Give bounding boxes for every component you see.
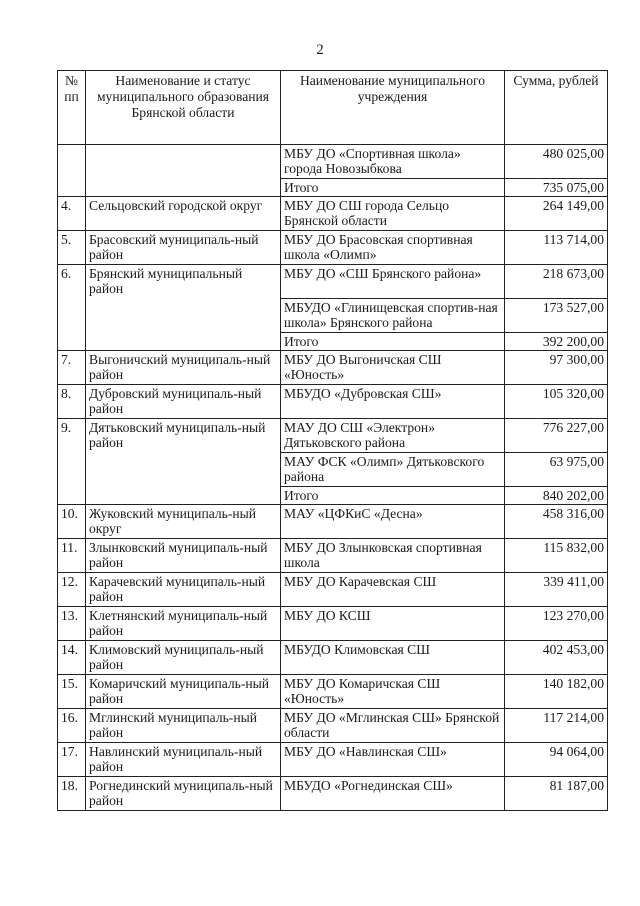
row-sum: 339 411,00 — [505, 573, 608, 607]
row-name: Брасовский муниципаль-ный район — [86, 231, 281, 265]
row-sum: 840 202,00 — [505, 487, 608, 505]
row-sum: 735 075,00 — [505, 179, 608, 197]
table-row — [58, 573, 608, 607]
table-row — [58, 265, 608, 299]
row-institution: МБУ ДО Карачевская СШ — [281, 573, 505, 607]
row-institution: МБУ ДО СШ города Сельцо Брянской области — [281, 197, 505, 231]
row-num — [58, 145, 86, 197]
row-sum: 94 064,00 — [505, 743, 608, 777]
row-num: 6. — [58, 265, 86, 351]
row-num: 7. — [58, 351, 86, 385]
row-institution: МАУ ДО СШ «Электрон» Дятьковского района — [281, 419, 505, 453]
row-num: 13. — [58, 607, 86, 641]
row-institution: МБУДО Климовская СШ — [281, 641, 505, 675]
row-institution: МБУДО «Глинищевская спортив-ная школа» Брянского района — [281, 299, 505, 333]
table-row — [58, 145, 608, 179]
table-row — [58, 709, 608, 743]
row-institution: МБУ ДО Выгоничская СШ «Юность» — [281, 351, 505, 385]
row-sum: 123 270,00 — [505, 607, 608, 641]
row-institution: Итого — [281, 487, 505, 505]
row-sum: 117 214,00 — [505, 709, 608, 743]
row-num: 8. — [58, 385, 86, 419]
header-sum: Сумма, рублей — [505, 71, 608, 145]
row-num: 17. — [58, 743, 86, 777]
row-name: Выгоничский муниципаль-ный район — [86, 351, 281, 385]
row-sum: 115 832,00 — [505, 539, 608, 573]
row-sum: 81 187,00 — [505, 777, 608, 811]
row-num: 4. — [58, 197, 86, 231]
row-num: 11. — [58, 539, 86, 573]
row-sum: 105 320,00 — [505, 385, 608, 419]
row-num: 18. — [58, 777, 86, 811]
row-name: Комаричский муниципаль-ный район — [86, 675, 281, 709]
row-name: Навлинский муниципаль-ный район — [86, 743, 281, 777]
table-row — [58, 231, 608, 265]
table-row — [58, 539, 608, 573]
row-name: Рогнединский муниципаль-ный район — [86, 777, 281, 811]
table-row — [58, 197, 608, 231]
row-num: 16. — [58, 709, 86, 743]
row-sum: 402 453,00 — [505, 641, 608, 675]
row-sum: 173 527,00 — [505, 299, 608, 333]
row-num: 12. — [58, 573, 86, 607]
row-name: Брянский муниципальный район — [86, 265, 281, 351]
row-sum: 218 673,00 — [505, 265, 608, 299]
row-name: Злынковский муниципаль-ный район — [86, 539, 281, 573]
row-institution: МБУ ДО КСШ — [281, 607, 505, 641]
row-institution: МБУ ДО Злынковская спортивная школа — [281, 539, 505, 573]
row-num: 5. — [58, 231, 86, 265]
row-sum: 480 025,00 — [505, 145, 608, 179]
row-name: Карачевский муниципаль-ный район — [86, 573, 281, 607]
table-row — [58, 505, 608, 539]
row-sum: 140 182,00 — [505, 675, 608, 709]
page-number: 2 — [316, 42, 324, 58]
row-num: 10. — [58, 505, 86, 539]
row-institution: МБУ ДО «Спортивная школа» города Новозыбкова — [281, 145, 505, 179]
row-name: Жуковский муниципаль-ный округ — [86, 505, 281, 539]
row-name: Дубровский муниципаль-ный район — [86, 385, 281, 419]
row-name — [86, 145, 281, 197]
table-row — [58, 743, 608, 777]
row-institution: Итого — [281, 179, 505, 197]
allocation-table — [57, 70, 608, 811]
row-sum: 113 714,00 — [505, 231, 608, 265]
row-institution: МБУ ДО Брасовская спортивная школа «Олимп» — [281, 231, 505, 265]
row-sum: 392 200,00 — [505, 333, 608, 351]
row-sum: 97 300,00 — [505, 351, 608, 385]
row-num: 14. — [58, 641, 86, 675]
table-row — [58, 607, 608, 641]
row-institution: МБУ ДО «СШ Брянского района» — [281, 265, 505, 299]
row-institution: МБУДО «Рогнединская СШ» — [281, 777, 505, 811]
table-row — [58, 641, 608, 675]
row-name: Сельцовский городской округ — [86, 197, 281, 231]
header-name: Наименование и статус муниципального образования Брянской области — [86, 71, 281, 145]
row-num: 15. — [58, 675, 86, 709]
row-name: Дятьковский муниципаль-ный район — [86, 419, 281, 505]
row-name: Мглинский муниципаль-ный район — [86, 709, 281, 743]
row-institution: МБУДО «Дубровская СШ» — [281, 385, 505, 419]
row-institution: МАУ «ЦФКиС «Десна» — [281, 505, 505, 539]
table-row — [58, 675, 608, 709]
table-row — [58, 419, 608, 453]
row-sum: 63 975,00 — [505, 453, 608, 487]
row-institution: МБУ ДО «Навлинская СШ» — [281, 743, 505, 777]
table-header-row — [58, 71, 608, 145]
header-num: № пп — [58, 71, 86, 145]
row-institution: МБУ ДО Комаричская СШ «Юность» — [281, 675, 505, 709]
row-name: Клетнянский муниципаль-ный район — [86, 607, 281, 641]
row-sum: 458 316,00 — [505, 505, 608, 539]
row-institution: МБУ ДО «Мглинская СШ» Брянской области — [281, 709, 505, 743]
row-name: Климовский муниципаль-ный район — [86, 641, 281, 675]
header-institution: Наименование муниципального учреждения — [281, 71, 505, 145]
table-row — [58, 777, 608, 811]
table-row — [58, 351, 608, 385]
row-institution: МАУ ФСК «Олимп» Дятьковского района — [281, 453, 505, 487]
row-sum: 776 227,00 — [505, 419, 608, 453]
row-num: 9. — [58, 419, 86, 505]
row-institution: Итого — [281, 333, 505, 351]
table-row — [58, 385, 608, 419]
row-sum: 264 149,00 — [505, 197, 608, 231]
